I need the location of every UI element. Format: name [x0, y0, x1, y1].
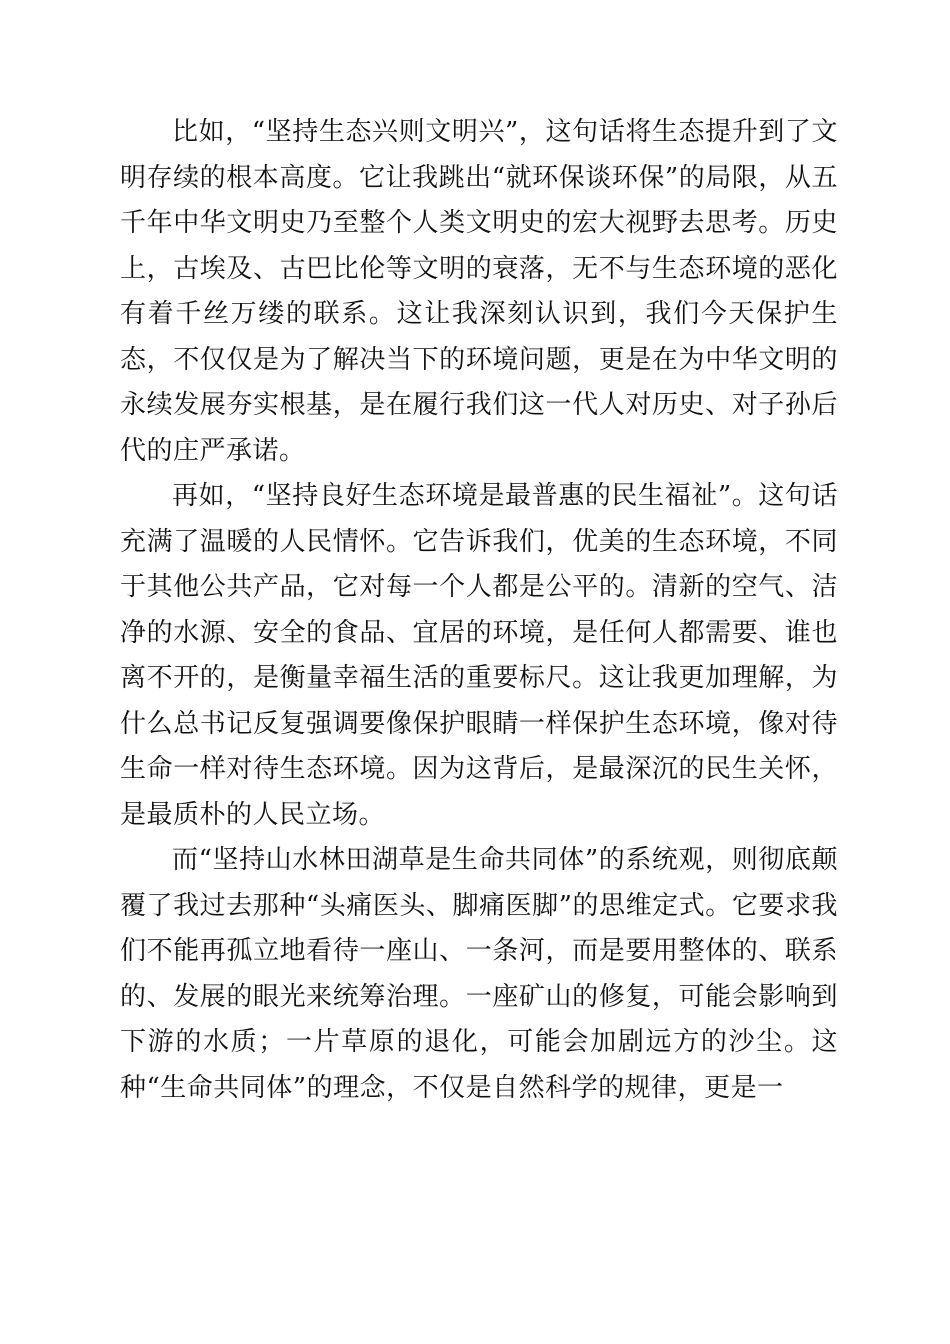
- paragraph-ecology-civilization: 比如，“坚持生态兴则文明兴”，这句话将生态提升到了文明存续的根本高度。它让我跳出“就环保谈环保”的局限，从五千年中华文明史乃至整个人类文明史的宏大视野去思考。历史上，古埃及、古巴比伦等文明的衰落，无不与生态环境的恶化有着千丝万缕的联系。这让我深刻认识到，我们今天保护生态，不仅仅是为了解决当下的环境问题，更是在为中华文明的永续发展夯实根基，是在履行我们这一代人对历史、对子孙后代的庄严承诺。: [120, 117, 838, 466]
- paragraph-life-community: 而“坚持山水林田湖草是生命共同体”的系统观，则彻底颠覆了我过去那种“头痛医头、脚痛医脚”的思维定式。它要求我们不能再孤立地看待一座山、一条河，而是要用整体的、联系的、发展的眼光来统筹治理。一座矿山的修复，可能会影响到下游的水质；一片草原的退化，可能会加剧远方的沙尘。这种“生命共同体”的理念，不仅是自然科学的规律，更是一: [120, 845, 838, 1103]
- paragraph-ecology-livelihood: 再如，“坚持良好生态环境是最普惠的民生福祉”。这句话充满了温暖的人民情怀。它告诉我们，优美的生态环境，不同于其他公共产品，它对每一个人都是公平的。清新的空气、洁净的水源、安全的食品、宜居的环境，是任何人都需要、谁也离不开的，是衡量幸福生活的重要标尺。这让我更加理解，为什么总书记反复强调要像保护眼睛一样保护生态环境，像对待生命一样对待生态环境。因为这背后，是最深沉的民生关怀，是最质朴的人民立场。: [120, 481, 838, 830]
- document-page: [120, 110, 838, 1111]
